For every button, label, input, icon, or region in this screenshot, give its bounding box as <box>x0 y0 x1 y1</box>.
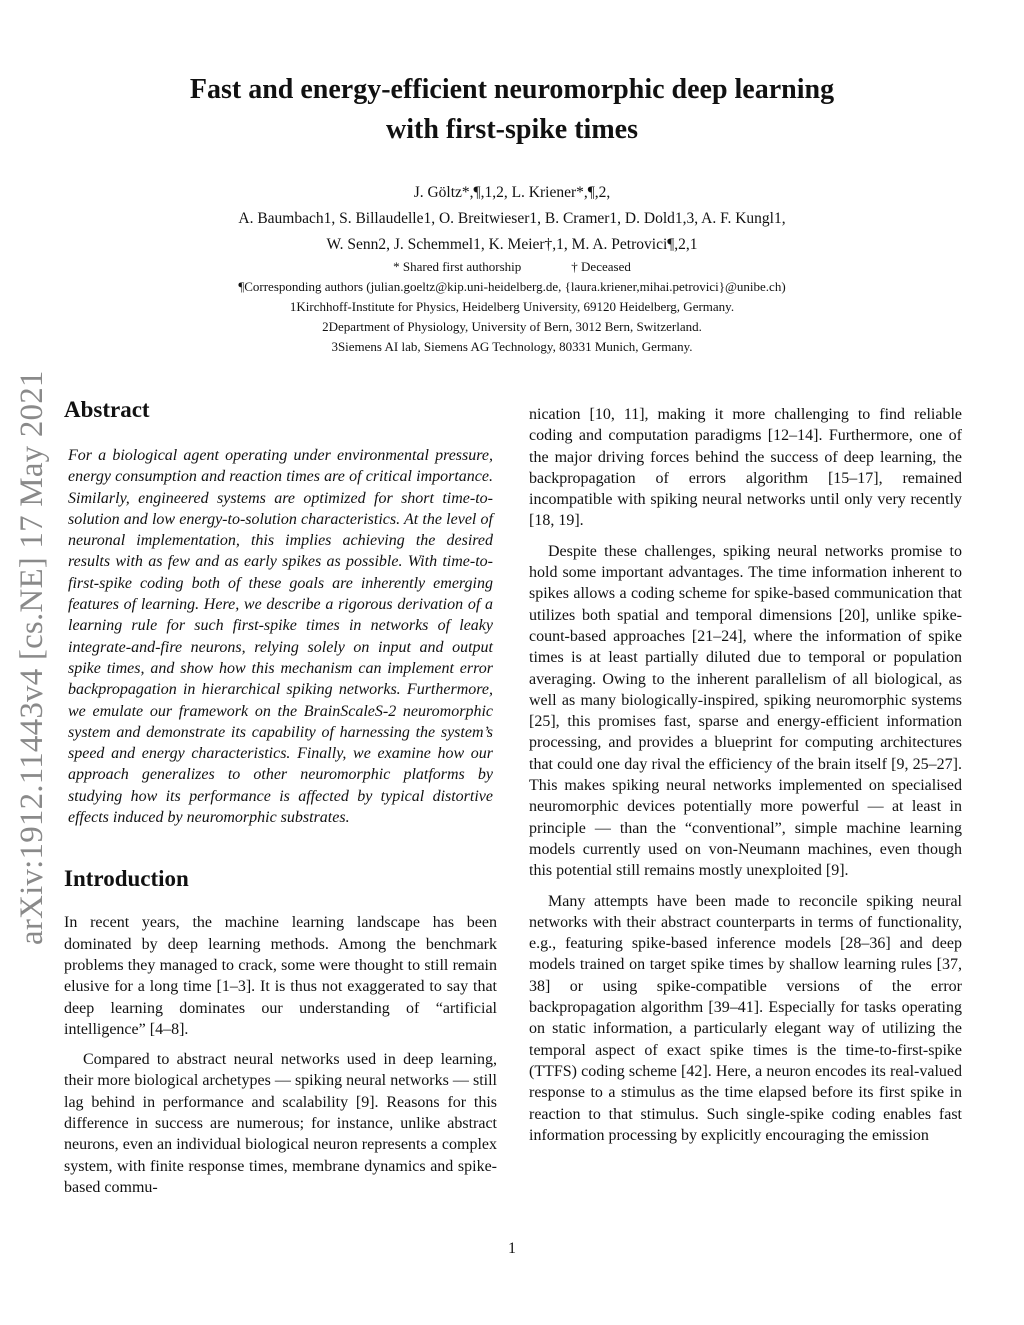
page-number: 1 <box>508 1240 516 1257</box>
author-list <box>90 180 934 258</box>
shared-first-authorship-note: * Shared first authorship <box>393 259 522 274</box>
abstract-heading: Abstract <box>64 397 150 422</box>
author-line-1: J. Göltz*,¶,1,2, L. Kriener*,¶,2, <box>413 184 611 201</box>
abstract-body: For a biological agent operating under environmental pressure, energy consumption and reaction times are of critical importance. Similarly, engineered systems are optimized for short time-to-solution and low energy-to-solution characteristics. At the level of neuronal implementation, this implies achieving the desired results with as few and as early spikes as possible. With time-to-first-spike coding both of these goals are inherently emerging features of learning. Here, we describe a rigorous derivation of a learning rule for such first-spike times in networks of leaky integrate-and-fire neurons, relying solely on input and output spike times, and show how this mechanism can implement error backpropagation in hierarchical spiking networks. Furthermore, we emulate our framework on the BrainScaleS-2 neuromorphic system and demonstrate its capability of harnessing the system’s speed and energy characteristics. Finally, we examine how our approach generalizes to other neuromorphic platforms by studying how its performance is affected by typical distortive effects induced by neuromorphic substrates. <box>68 447 493 827</box>
affiliation-3: 3Siemens AI lab, Siemens AG Technology, 80331 Munich, Germany. <box>331 339 693 354</box>
author-notes <box>90 257 934 357</box>
footnote-markers <box>90 257 934 277</box>
author-line-3: W. Senn2, J. Schemmel1, K. Meier†,1, M. A. Petrovici¶,2,1 <box>326 236 698 253</box>
affiliation-1: 1Kirchhoff-Institute for Physics, Heidelberg University, 69120 Heidelberg, Germany. <box>289 299 735 314</box>
intro-paragraph-4: Many attempts have been made to reconcile spiking neural networks with their abstract counterparts in terms of functionality, e.g., featuring spike-based inference models [28–36] and deep models trained on target spike times by shallow learning rules [37, 38] or using spike-compatible versions of the error backpropagation algorithm [39–41]. Especially for tasks operating on static information, a particularly elegant way of utilizing the temporal aspect of exact spike times is the time-to-first-spike (TTFS) coding scheme [42]. Here, a neuron encodes its real-valued response to a stimulus as the time elapsed before its first spike in reaction to that stimulus. Such single-spike coding enables fast information processing by explicitly encouraging the emission <box>529 892 962 1144</box>
arxiv-identifier-stamp[interactable]: arXiv:1912.11443v4 [cs.NE] 17 May 2021 <box>14 370 50 945</box>
right-column <box>529 404 962 1146</box>
corresponding-authors: ¶Corresponding authors (julian.goeltz@kip.uni-heidelberg.de, {laura.kriener,mihai.petrovici}@unibe.ch) <box>238 279 786 294</box>
author-line-2: A. Baumbach1, S. Billaudelle1, O. Breitwieser1, B. Cramer1, D. Dold1,3, A. F. Kungl1, <box>238 210 786 227</box>
intro-paragraph-2: Compared to abstract neural networks used in deep learning, their more biological archetypes — spiking neural networks — still lag behind in performance and scalability [9]. Reasons for this difference in success are numerous; for instance, unlike abstract neurons, even an individual biological neuron represents a complex system, with finite response times, membrane dynamics and spike-based commu- <box>64 1051 497 1196</box>
title-line-2: with first-spike times <box>386 114 638 145</box>
introduction-heading: Introduction <box>64 866 189 892</box>
paper-title <box>100 70 924 150</box>
title-line-1: Fast and energy-efficient neuromorphic deep learning <box>189 74 835 105</box>
deceased-note: † Deceased <box>571 259 631 274</box>
intro-paragraph-3: Despite these challenges, spiking neural networks promise to hold some important advantages. The time information inherent to spikes allows a coding scheme for spike-based communication that utilizes both spatial and temporal dimensions [20], unlike spike-count-based approaches [21–24], where the information of spike times is at least partially diluted due to temporal or population averaging. Owing to the inherent parallelism of all biological, as well as many biologically-inspired, spiking neuromorphic systems [25], this promises fast, sparse and energy-efficient information processing, and provides a blueprint for computing architectures that could one day rival the efficiency of the brain itself [9, 25–27]. This makes spiking neural networks implemented on specialised neuromorphic devices potentially more powerful — at least in principle — than the “conventional”, simple machine learning models currently used on von-Neumann machines, even though this potential still remains mostly unexploited [9]. <box>529 542 962 880</box>
intro-paragraph-2-continued: nication [10, 11], making it more challenging to find reliable coding and computation paradigms [12–14]. Furthermore, one of the major driving forces behind the success of deep learning, the backpropagation of errors algorithm [15–17], remained incompatible with spiking neural networks until only very recently [18, 19]. <box>529 406 962 530</box>
intro-paragraph-1: In recent years, the machine learning landscape has been dominated by deep learning methods. Among the benchmark problems they managed to crack, some were thought to still remain elusive for a long time [1–3]. It is thus not exaggerated to say that deep learning dominates our understanding of “artificial intelligence” [4–8]. <box>64 914 497 1038</box>
left-column <box>64 395 497 1198</box>
affiliation-2: 2Department of Physiology, University of Bern, 3012 Bern, Switzerland. <box>322 319 702 334</box>
